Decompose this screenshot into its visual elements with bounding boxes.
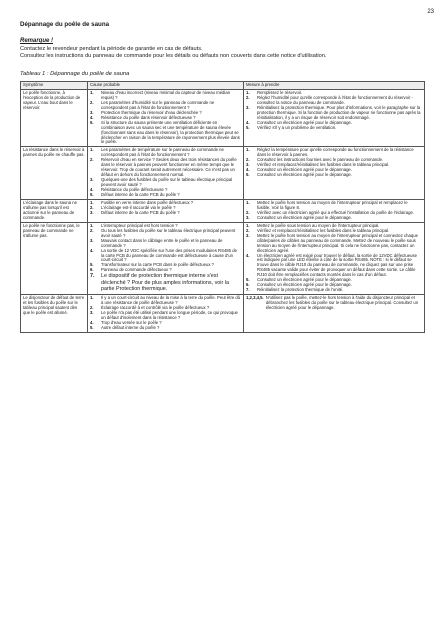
item-number: 3.	[90, 309, 94, 315]
list-item	[246, 106, 422, 121]
action-cell	[244, 199, 425, 222]
section-title: Dépannage du poêle de sauna	[20, 21, 110, 28]
action-list	[246, 201, 422, 221]
item-number: 1.	[90, 295, 94, 301]
item-number: 3.	[90, 177, 94, 183]
symptom-cell: Le disjoncteur de défaut de terre et les fusibles du poêle sur le tableau principal sautent dès que le poêle est allumé.	[21, 295, 88, 333]
item-number: 1.	[90, 147, 94, 153]
cause-list	[90, 224, 241, 292]
item-number: 4.	[90, 319, 94, 325]
item-number: 1.	[90, 222, 94, 228]
item-text: Consultez un électricien agréé pour le dépannage.	[257, 172, 352, 178]
item-text: Défaut interne de la carte PCB du poêle ?	[101, 192, 180, 198]
item-number: 1,2,3,4,5.	[246, 295, 264, 301]
table-body	[21, 89, 425, 332]
item-text: Le dispositif de protection thermique interne s'est déclenché ? Pour de plus amples informations, voir la partie Protection thermique.	[101, 273, 229, 292]
item-text: La sortie de 12 VDC spécifiée sur l'une des prises modulaires RS485 de la carte PCB du panneau de commande est défectueuse à cause d'un court-circuit ?	[101, 247, 237, 263]
list-item	[246, 173, 422, 178]
symptom-cell: La résistance dans le réservoir à pannes du poêle ne chauffe pas.	[21, 147, 88, 200]
item-number: 5.	[246, 124, 250, 130]
list-item	[90, 211, 241, 216]
symptom-cell: Le poêle fonctionne, à l'exception de la production de vapeur. L'eau bout dans le réservoir.	[21, 89, 88, 146]
item-number: 4.	[246, 252, 250, 258]
list-item	[246, 288, 422, 293]
cause-cell	[88, 199, 244, 222]
remark-title: Remarque !	[20, 38, 54, 44]
item-number: 1.	[246, 222, 250, 228]
list-item	[246, 234, 422, 254]
item-text: Réservoir d'eau en service ? Seules deux des trois résistances du poêle dans le réservoir à pannes peuvent fonctionner en même temps que le réservoir. Trop de courant serait autrement nécessaire. Ce n'est pas un défaut en dehors du fonctionnement normal.	[101, 157, 237, 178]
item-number: 1.	[90, 199, 94, 205]
item-text: Un électricien agréé est exigé pour trouver le défaut, la sortie de 12VDC défectueuse est indiquée par une LED éteinte à côté de la sortie RS485. NOTE : si le défaut se trouve dans le câble RJ10 du panneau de commande, ne cliquez pas sur une prise RS485 vacante valide pour éviter de provoquer un défaut dans cette sortie. Le câble RJ10 doit être remplacé/les contacts montés dans le cas d'un défaut.	[257, 252, 417, 278]
header-symptom: Symptôme	[21, 82, 88, 90]
table-row	[21, 147, 425, 200]
cause-list	[90, 148, 241, 198]
item-number: 5.	[90, 262, 94, 268]
item-text: Consultez un électricien agréé pour le dépannage.	[257, 282, 352, 288]
item-number: 5.	[246, 172, 250, 178]
cause-list	[90, 91, 241, 145]
header-cause: Cause probable	[88, 82, 244, 90]
cause-cell	[88, 89, 244, 146]
item-number: 5.	[90, 324, 94, 330]
item-text: Réglez l'humidité pour qu'elle corresponde à l'état de fonctionnement du réservoir - consultez la notice du panneau de commande.	[257, 94, 413, 105]
item-text: Les paramètres d'humidité sur le panneau de commande ne correspondent pas à l'état de fonctionnement ?	[101, 99, 215, 110]
action-list	[246, 296, 422, 311]
item-number: 2.	[246, 94, 250, 100]
troubleshooting-table	[20, 81, 425, 333]
header-action: Mesure à prendre	[244, 82, 425, 90]
cause-cell	[88, 147, 244, 200]
list-item	[90, 249, 241, 264]
item-number: 5.	[90, 119, 94, 125]
item-number: 4.	[90, 114, 94, 120]
remark-line-2: Consultez les instructions du panneau de commande pour les détails ou défauts non couverts dans cette notice d'utilisation.	[20, 53, 327, 59]
item-number: 4.	[246, 167, 250, 173]
item-text: Consultez un électricien agréé pour le dépannage.	[257, 277, 352, 283]
item-text: L'interrupteur principal est hors tension ?	[101, 222, 178, 228]
item-number: 2.	[90, 99, 94, 105]
item-text: Consultez un électricien agréé pour le dépannage.	[257, 167, 352, 173]
item-number: 3.	[90, 209, 94, 215]
cause-list	[90, 201, 241, 216]
item-number: 4.	[90, 247, 94, 253]
item-number: 5.	[90, 192, 94, 198]
item-text: Panneau de commande défectueux ?	[101, 267, 172, 273]
table-row	[21, 89, 425, 146]
item-number: 1.	[246, 199, 250, 205]
item-number: 3.	[246, 214, 250, 220]
action-list	[246, 91, 422, 131]
table-row	[21, 295, 425, 333]
action-cell	[244, 222, 425, 294]
list-item	[90, 193, 241, 198]
item-text: Résistance du poêle dans réservoir défectueuse ?	[101, 114, 196, 120]
action-cell	[244, 89, 425, 146]
item-text: Les paramètres de température sur le panneau de commande ne correspondent pas à l'état de fonctionnement ?	[101, 147, 224, 158]
item-number: 6.	[246, 282, 250, 288]
item-number: 3.	[246, 104, 250, 110]
item-text: L'éclairage est-il raccordé via le poêle ?	[101, 204, 176, 210]
item-text: Niveau d'eau incorrect (niveau minimal du capteur de niveau médian requis) ?	[101, 89, 231, 100]
item-text: Consultez les instructions fournies avec le panneau de commande.	[257, 157, 384, 163]
item-number: 5.	[246, 277, 250, 283]
item-text: Réinitialisez la protection thermique. Pour plus d'informations, voir le paragraphe sur la protection thermique. Si la fonction de production de vapeur ne fonctionne pas après la réinitialisation, il y a un risque de réservoir soit endommagé.	[257, 104, 421, 120]
list-item	[246, 254, 422, 279]
item-number: 3.	[246, 162, 250, 168]
item-text: Éclairage raccordé à et contrôlé via le poêle défectueux ?	[101, 305, 210, 311]
table-row	[21, 222, 425, 294]
item-text: Autre défaut interne du poêle ?	[101, 324, 160, 330]
list-item	[90, 273, 241, 292]
item-text: Vérifiez avec un électricien agréé qui a effectué l'installation du poêle de l'éclairage.	[257, 209, 415, 215]
item-text: N'utilisez pas le poêle, mettez-le hors tension à l'aide du disjoncteur principal et débranchez les fusibles du poêle sur le tableau électrique principal. Consultez un électricien agréé pour le dépannage.	[265, 295, 419, 311]
item-text: Fusible en verre interne dans poêle défectueux ?	[101, 199, 194, 205]
item-number: 2.	[246, 227, 250, 233]
item-number: 6.	[90, 267, 94, 273]
item-number: 3.	[90, 237, 94, 243]
item-text: Vérifiez et remplacez/réinitialisez les fusibles dans le tableau principal.	[257, 227, 390, 233]
item-text: Mettez le poêle hors tension au moyen de l'interrupteur principal et remplacez le fusible. Voir la figure 8.	[257, 199, 408, 210]
item-number: 7.	[90, 273, 95, 280]
item-text: Protection thermique du réservoir d'eau déclenchée ?	[101, 109, 202, 115]
list-item	[90, 158, 241, 178]
action-list	[246, 224, 422, 293]
item-text: Résistance du poêle défectueuse ?	[101, 187, 168, 193]
remark-line-1: Contactez le revendeur pendant la période de garantie en cas de défauts.	[20, 46, 203, 52]
item-text: Réinitialisez la protection thermique de l'unité.	[257, 287, 344, 293]
item-number: 7.	[246, 287, 250, 293]
item-text: Consultez un électricien agréé pour le dépannage.	[257, 119, 352, 125]
action-list	[246, 148, 422, 178]
item-text: Le poêle n'a pas été utilisé pendant une longue période, ce qui provoque un défaut d'isolement dans la résistance ?	[101, 309, 238, 320]
item-text: Consultez un électricien agréé pour le dépannage.	[257, 214, 352, 220]
item-number: 1.	[90, 89, 94, 95]
item-text: Défaut interne de la carte PCB du poêle ?	[101, 209, 180, 215]
item-text: Il y a un court-circuit au niveau de la mise à la terre du poêle. Peut être dû à une résistance de poêle défectueuse ?	[101, 295, 241, 306]
item-text: Quelques-une des fusibles du poêle sur le tableau électrique principal peuvent avoir sauté ?	[101, 177, 233, 188]
item-number: 4.	[90, 187, 94, 193]
item-text: Si la structure du sauna présente une ventilation déficiente en combinaison avec un sauna sec et une température de sauna élevée (fonctionnant sans eau dans le réservoir), la protection thermique peut se déclencher en raison de la température de rayonnement plus élevée dans le poêle.	[101, 119, 240, 145]
item-number: 1.	[246, 147, 250, 153]
table-row	[21, 199, 425, 222]
item-text: Remplissez le réservoir.	[257, 89, 303, 95]
action-cell	[244, 295, 425, 333]
item-text: Transformateur sur la carte PCB dans le poêle défectueux ?	[101, 262, 214, 268]
list-item	[246, 296, 422, 311]
list-item	[246, 126, 422, 131]
item-text: Trop d'eau versée sur le poêle ?	[101, 319, 162, 325]
item-text: Vérifiez s'il y a un problème de ventilation.	[257, 124, 337, 130]
symptom-cell: Le poêle ne fonctionne pas, le panneau de commande ne s'allume pas.	[21, 222, 88, 294]
item-text: Réglez la température pour qu'elle corresponde au fonctionnement de la résistance dans le réservoir à pannes.	[257, 147, 414, 158]
cause-list	[90, 296, 241, 331]
cause-cell	[88, 222, 244, 294]
item-number: 4.	[246, 119, 250, 125]
list-item	[90, 326, 241, 331]
item-number: 2.	[90, 204, 94, 210]
item-number: 3.	[90, 109, 94, 115]
item-number: 2.	[90, 157, 94, 163]
table-header-row	[21, 82, 425, 90]
page-number: 23	[427, 9, 434, 15]
item-text: Vérifiez et remplacez/réinitialisez les fusibles dans le tableau principal.	[257, 162, 390, 168]
list-item	[90, 121, 241, 146]
symptom-cell: L'éclairage dans le sauna ne s'allume pas lorsqu'il est actionné sur le panneau de commande.	[21, 199, 88, 222]
action-cell	[244, 147, 425, 200]
item-number: 2.	[246, 209, 250, 215]
item-text: Mettez le poêle sous tension au moyen de l'interrupteur principal.	[257, 222, 380, 228]
item-number: 3.	[246, 232, 250, 238]
item-number: 2.	[90, 227, 94, 233]
cause-cell	[88, 295, 244, 333]
item-text: Ou tous les fusibles du poêle sur le tableau électrique principal peuvent avoir sauté ?	[101, 227, 236, 238]
table-caption: Tableau 1 : Dépannage du poêle de sauna	[20, 71, 130, 77]
item-number: 2.	[90, 305, 94, 311]
list-item	[246, 216, 422, 221]
item-number: 1.	[246, 89, 250, 95]
item-text: Mettez le poêle hors tension au moyen de l'interrupteur principal et connectez chaque câble/paires de câbles au panneau de commande. Mettez de nouveau le poêle sous tension au moyen de l'interrupteur principal. Si cela ne fonctionne pas, contactez un électricien agréé.	[257, 232, 418, 253]
item-number: 2.	[246, 157, 250, 163]
item-text: Mauvais contact dans le câblage entre le poêle et le panneau de commande ?	[101, 237, 223, 248]
